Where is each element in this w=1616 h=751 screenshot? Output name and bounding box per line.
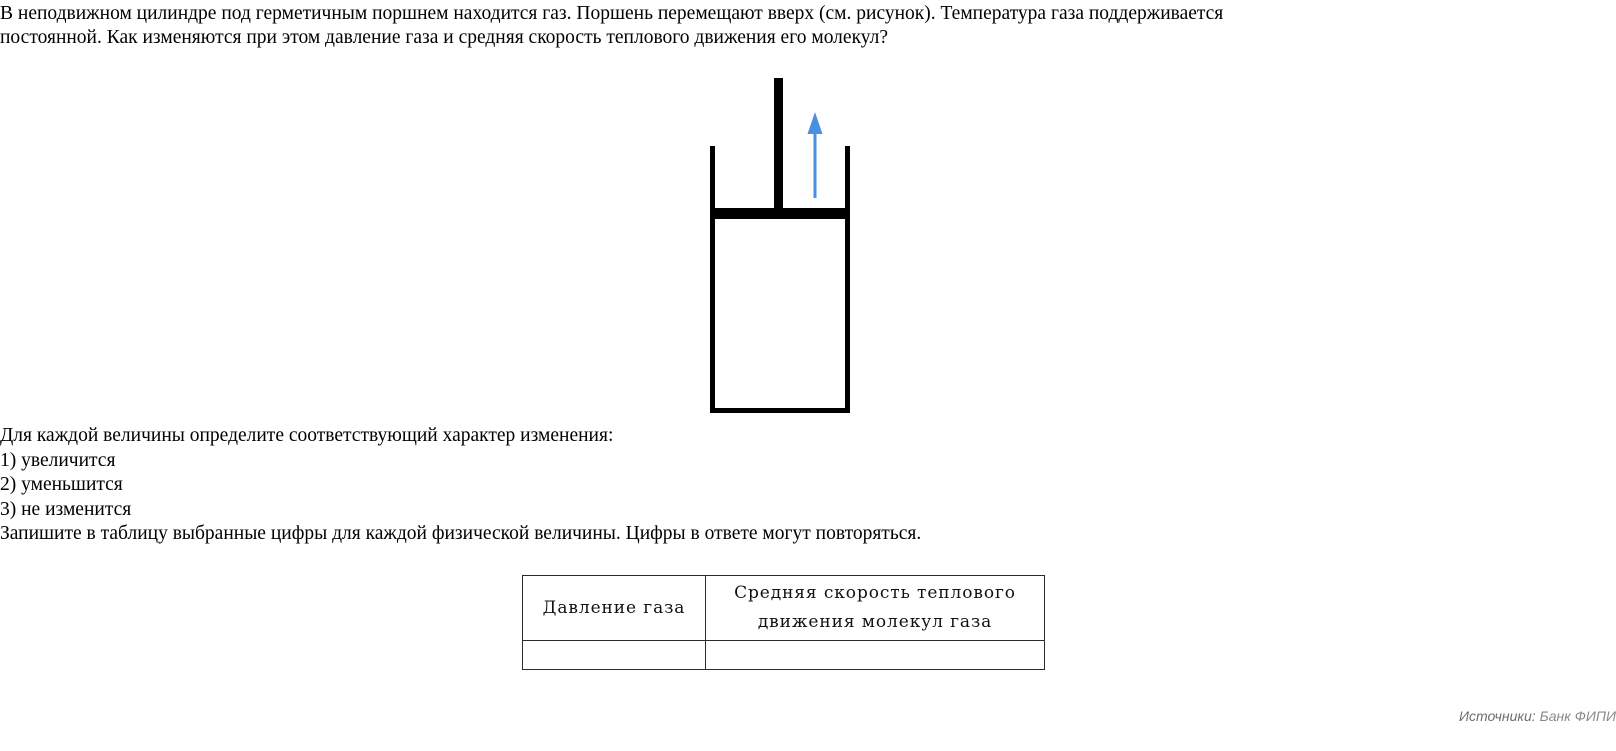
table-answer-row: [523, 641, 1045, 670]
question-line-1: В неподвижном цилиндре под герметичным поршнем находится газ. Поршень перемещают вверх (см. рисунок). Температура газа поддерживается: [0, 3, 1224, 24]
cylinder-right-wall: [845, 146, 850, 413]
option-item-1: 1) увеличится: [0, 449, 116, 471]
answer-table: [522, 575, 1045, 670]
table-header-mean-speed-line2: движения молекул газа: [757, 612, 993, 632]
source-value: Банк ФИПИ: [1539, 708, 1616, 724]
question-statement: [0, 2, 1616, 50]
cylinder-bottom-wall: [710, 408, 850, 413]
table-header-row: [523, 576, 1045, 641]
cylinder-piston-figure: [690, 70, 890, 420]
table-header-mean-speed-line1: Средняя скорость теплового: [734, 583, 1016, 603]
upward-motion-arrow-icon: [800, 110, 830, 200]
instruction-note: Запишите в таблицу выбранные цифры для каждой физической величины. Цифры в ответе могут повторяться.: [0, 523, 922, 544]
option-item-3: 3) не изменится: [0, 498, 132, 520]
question-line-2: постоянной. Как изменяются при этом давление газа и средняя скорость теплового движения его молекул?: [0, 27, 889, 48]
instruction-prompt: Для каждой величины определите соответствующий характер изменения:: [0, 425, 614, 446]
answer-cell-mean-speed[interactable]: [706, 641, 1045, 670]
table-header-pressure: Давление газа: [523, 576, 706, 641]
cylinder-left-wall: [710, 146, 715, 413]
source-label: Источники:: [1459, 708, 1536, 724]
piston-rod: [774, 78, 783, 211]
table-header-mean-speed: [706, 576, 1045, 641]
answer-instructions: [0, 424, 1300, 547]
option-item-2: 2) уменьшится: [0, 474, 123, 495]
answer-cell-pressure[interactable]: [523, 641, 706, 670]
source-footer: [1459, 708, 1616, 724]
